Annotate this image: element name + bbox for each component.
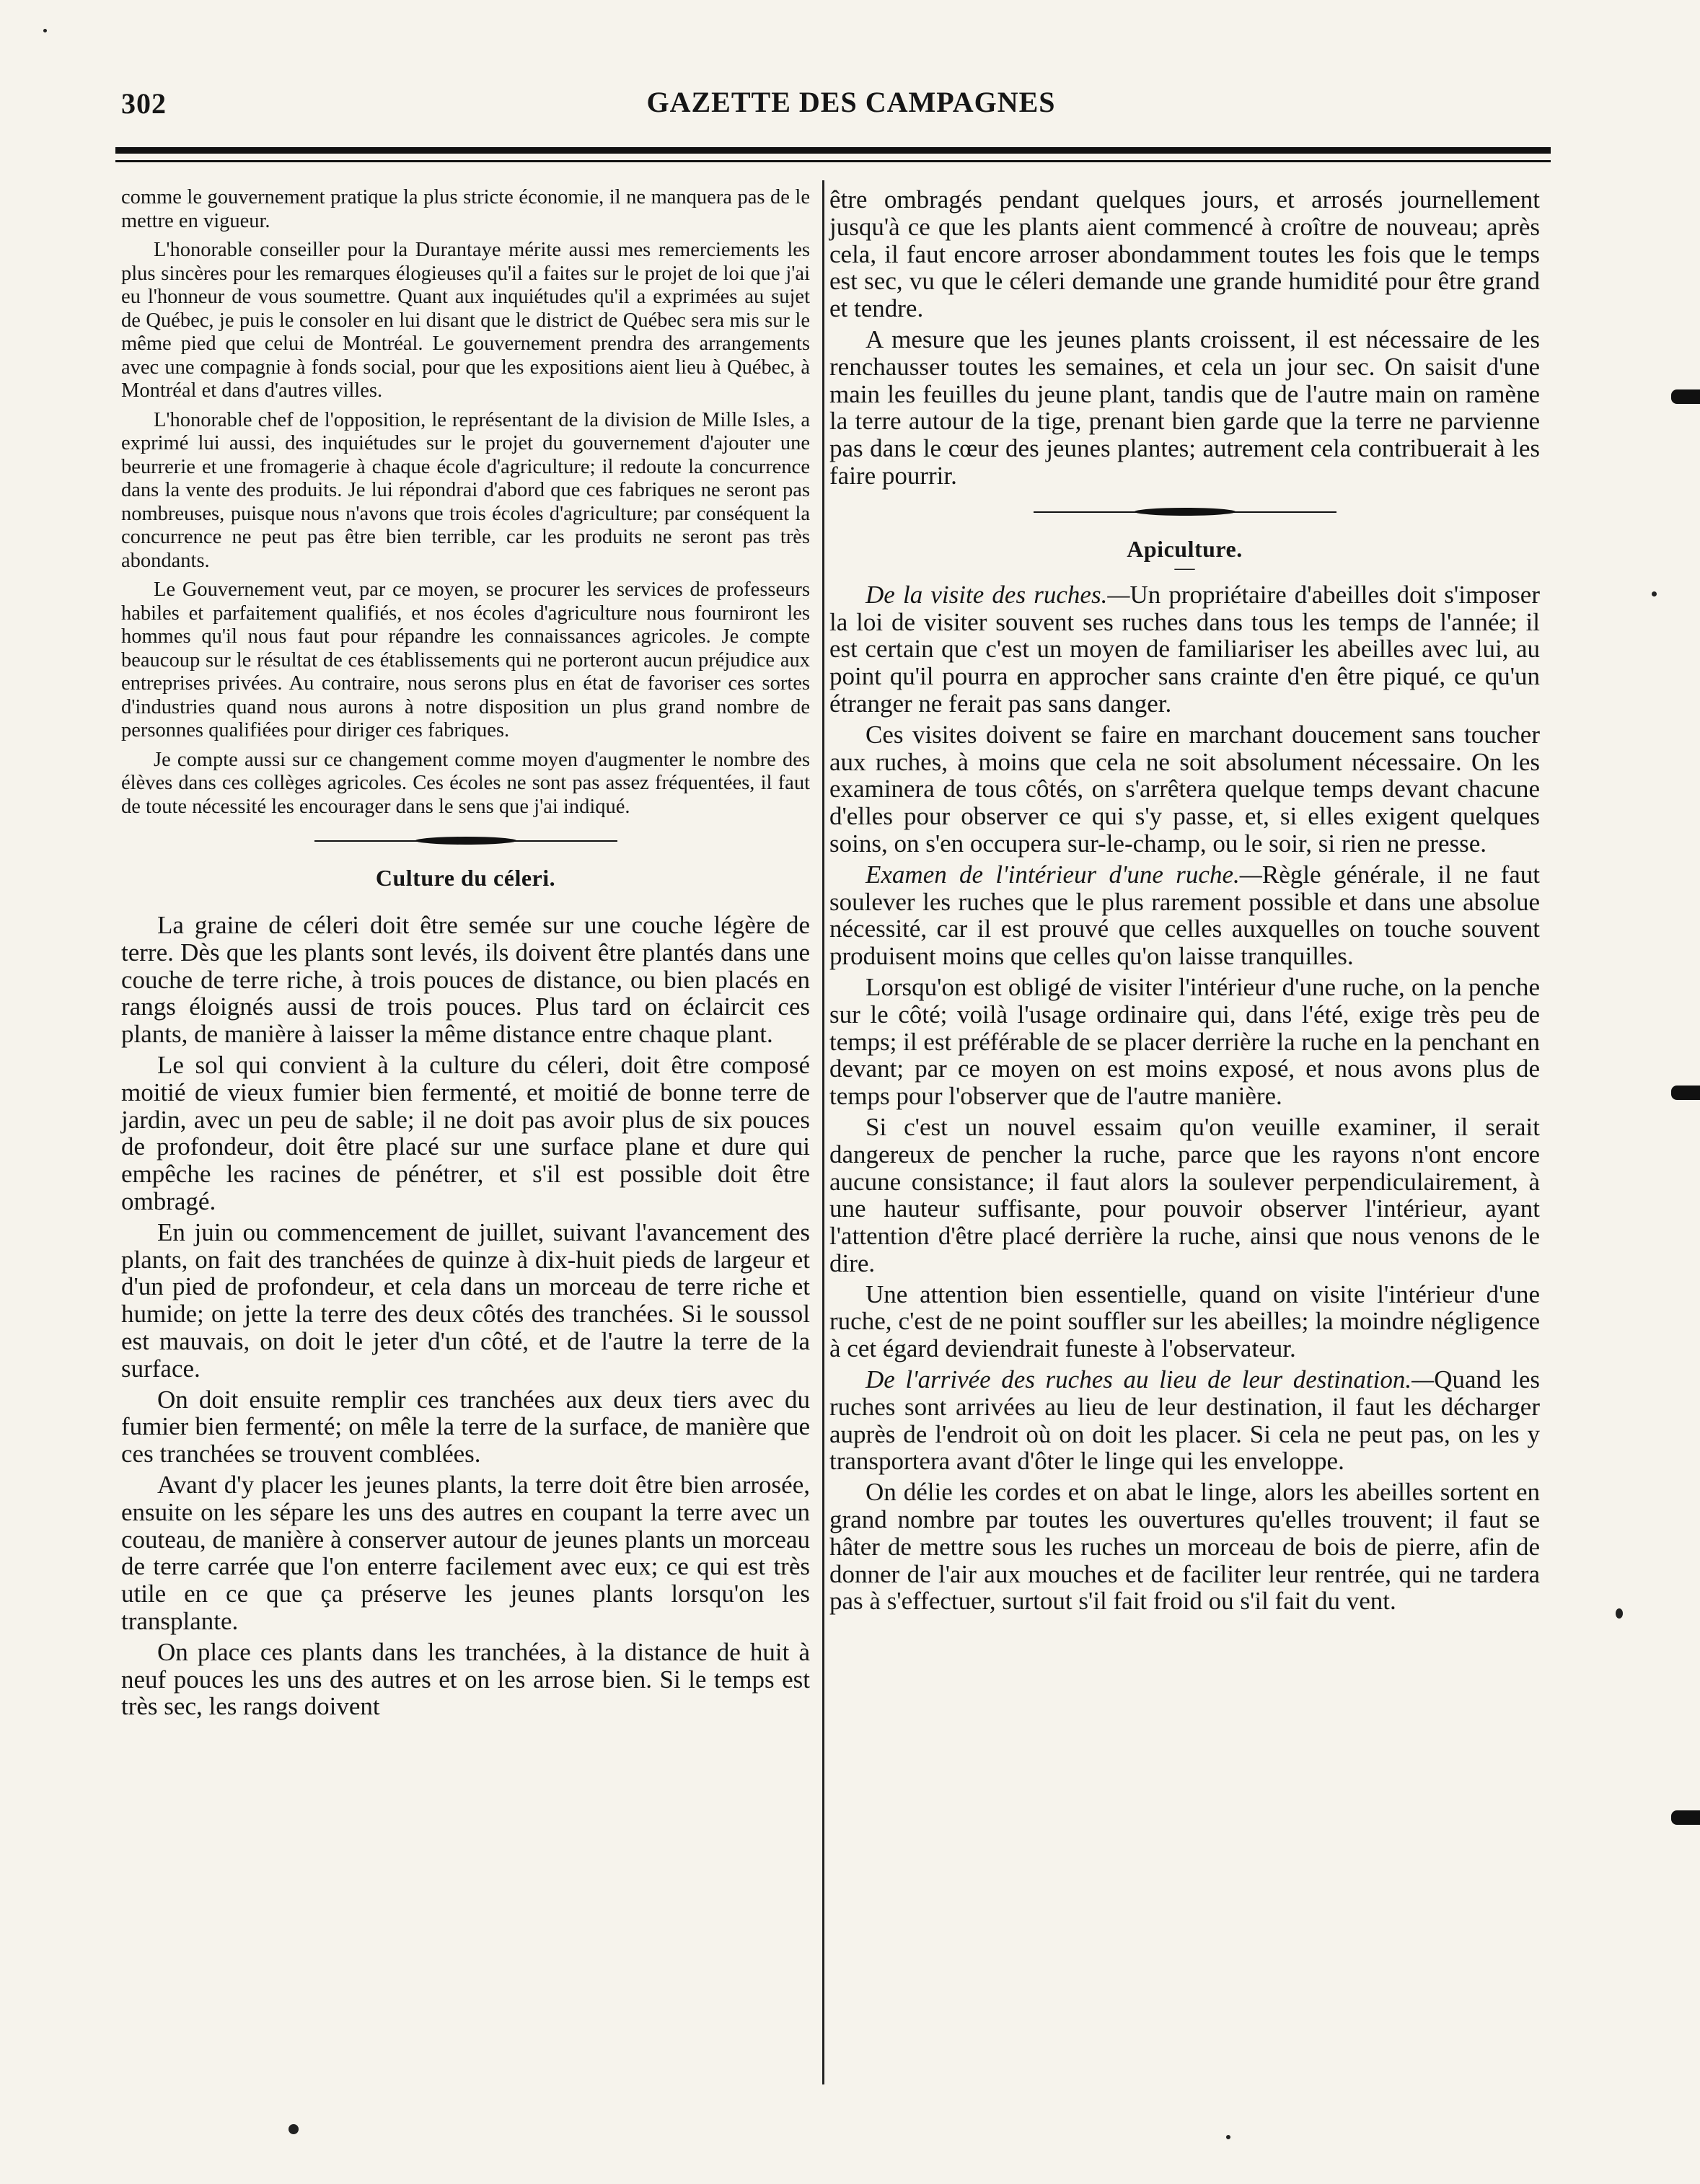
paragraph: A mesure que les jeunes plants croissent, il est nécessaire de les renchausser toutes les semaines, et cela un jour sec. On saisit d'une main les feuilles du jeune plant, tandis que de l'autre main on ramène la terre autour de la tige, prenant bien garde que la terre ne parvienne pas dans le cœur des jeunes plantes; autrement cela contribuerait à les faire pourrir. bbox=[829, 325, 1540, 490]
paragraph: Le sol qui convient à la culture du céleri, doit être composé moitié de vieux fumier bien fermenté, et moitié de bonne terre de jardin, avec un peu de sable; il ne doit pas avoir plus de six pouces de profondeur, doit être placé sur une surface plane et dure qui empêche les racines de pénétrer, et s'il est possible doit être ombragé. bbox=[121, 1050, 810, 1215]
subheading: De la visite des ruches.— bbox=[866, 580, 1130, 609]
page-number: 302 bbox=[121, 87, 167, 120]
section-title-celeri: Culture du céleri. bbox=[375, 865, 556, 891]
paragraph: être ombragés pendant quelques jours, et arrosés journellement jusqu'à ce que les plants aient commencé à croître de nouveau; après cela, il faut encore arroser abondamment toutes les fois que le temps est sec, vu que le céleri demande une grande humidité pour être grand et tendre. bbox=[829, 185, 1540, 323]
paragraph: L'honorable conseiller pour la Durantaye mérite aussi mes remerciements les plus sincères pour les remarques élogieuses qu'il a faites sur le projet de loi que j'ai eu l'honneur de vous soumettre. Quant aux inquiétudes qu'il a exprimées au sujet de Québec, je puis le consoler en lui disant que le district de Québec sera mis sur le même pied que celui de Montréal. Le gouvernement prendra des arrangements avec une compagnie à fonds social, pour que les expositions aient lieu à Québec, à Montréal et dans d'autres villes. bbox=[121, 239, 810, 402]
right-column bbox=[829, 186, 1540, 1619]
speech-continuation bbox=[121, 186, 810, 819]
scan-edge-mark bbox=[1671, 1086, 1700, 1100]
section-dash: — bbox=[1174, 556, 1195, 579]
scan-edge-mark bbox=[1671, 389, 1700, 404]
left-column bbox=[121, 186, 810, 1724]
article-celeri-continued bbox=[829, 186, 1540, 490]
paragraph: Le Gouvernement veut, par ce moyen, se procurer les services de professeurs habiles et parfaitement qualifiés, et nos écoles d'agriculture nous fourniront les hommes qu'il nous faut pour répandre les connaissances agricoles. Je compte beaucoup sur le résultat de ces établissements qui ne porteront aucun préjudice aux entreprises privées. Au contraire, nous serons plus en état de favoriser ces sortes d'industries quand nous aurons à notre disposition un plus grand nombre de personnes qualifiées pour diriger ces fabriques. bbox=[121, 578, 810, 741]
paragraph: En juin ou commencement de juillet, suivant l'avancement des plants, on fait des tranchées de quinze à dix-huit pieds de largeur et d'un pied de profondeur, et cela dans un morceau de terre riche et humide; on jette la terre des deux côtés des tranchées. Si le soussol est mauvais, on doit le jeter d'un côté, et de l'autre la terre de la surface. bbox=[121, 1218, 810, 1383]
scan-speck bbox=[1226, 2135, 1230, 2139]
section-title-apiculture: Apiculture. bbox=[1127, 535, 1243, 562]
column-divider bbox=[822, 180, 824, 2084]
paragraph: On délie les cordes et on abat le linge, alors les abeilles sortent en grand nombre par toutes les ouvertures qu'elles trouvent; il faut se hâter de mettre sous les ruches un morceau de bois de pierre, afin de donner de l'air aux mouches et de faciliter leur rentrée, qui ne tardera pas à s'effectuer, surtout s'il fait froid ou s'il fait du vent. bbox=[829, 1478, 1540, 1616]
paragraph: Je compte aussi sur ce changement comme moyen d'augmenter le nombre des élèves dans ces collèges agricoles. Ces écoles ne sont pas assez fréquentées, il faut de toute nécessité les encourager dans le sens que j'ai indiqué. bbox=[121, 748, 810, 818]
section-separator bbox=[314, 833, 617, 849]
section-separator bbox=[1034, 504, 1336, 520]
paragraph: De l'arrivée des ruches au lieu de leur destination.—Quand les ruches sont arrivées au lieu de leur destination, il faut les décharger auprès de l'endroit où on doit les placer. Si cela ne peut pas, on les y transportera avant d'ôter le linge qui les enveloppe. bbox=[829, 1365, 1540, 1476]
paragraph: Si c'est un nouvel essaim qu'on veuille examiner, il serait dangereux de pencher la ruche, parce que les rayons n'ont encore aucune consistance; il faut alors la soulever perpendiculairement, à une hauteur suffisante, pour pouvoir observer l'intérieur, ayant l'attention d'être placé derrière la ruche, ainsi que nous venons de le dire. bbox=[829, 1112, 1540, 1277]
paragraph: On place ces plants dans les tranchées, à la distance de huit à neuf pouces les uns des autres et on les arrose bien. Si le temps est très sec, les rangs doivent bbox=[121, 1637, 810, 1721]
paragraph: De la visite des ruches.—Un propriétaire d'abeilles doit s'imposer la loi de visiter souvent ses ruches dans tous les temps de l'année; il est certain que c'est un moyen de familiariser les abeilles avec lui, au point qu'il pourra en approcher sans crainte d'en être piqué, ce qu'un étranger ne ferait pas sans danger. bbox=[829, 580, 1540, 718]
paragraph: comme le gouvernement pratique la plus stricte économie, il ne manquera pas de le mettre en vigueur. bbox=[121, 186, 810, 232]
paragraph: Examen de l'intérieur d'une ruche.—Règle générale, il ne faut soulever les ruches que le plus rarement possible et dans une absolue nécessité, car il est prouvé que celles auxquelles on touche souvent produisent moins que celles qu'on laisse tranquilles. bbox=[829, 860, 1540, 971]
scan-speck bbox=[289, 2124, 299, 2134]
header-rule-thick bbox=[115, 147, 1551, 154]
subheading: De l'arrivée des ruches au lieu de leur destination.— bbox=[866, 1365, 1435, 1394]
article-apiculture bbox=[829, 581, 1540, 1615]
paragraph: L'honorable chef de l'opposition, le représentant de la division de Mille Isles, a exprimé lui aussi, des inquiétudes sur le projet du gouvernement d'ajouter une beurrerie et une fromagerie à chaque école d'agriculture; il redoute la concurrence dans la vente des produits. Je lui répondrai d'abord que ces fabriques ne seront pas nombreuses, puisque nous n'avons que trois écoles d'agriculture; par conséquent la concurrence ne peut pas être bien terrible, car les produits ne seront pas très abondants. bbox=[121, 408, 810, 572]
scan-speck bbox=[1616, 1608, 1623, 1619]
subheading: Examen de l'intérieur d'une ruche.— bbox=[866, 860, 1262, 889]
article-celeri bbox=[121, 912, 810, 1720]
paragraph: On doit ensuite remplir ces tranchées aux deux tiers avec du fumier bien fermenté; on mêle la terre de la surface, de manière que ces tranchées se trouvent comblées. bbox=[121, 1385, 810, 1469]
paragraph: Ces visites doivent se faire en marchant doucement sans toucher aux ruches, à moins que cela ne soit absolument nécessaire. On les examinera de tous côtés, on s'arrêtera quelque temps devant chacune d'elles pour observer ce qui s'y passe, et, si elles exigent quelques soins, on s'en occupera sur-le-champ, ou le soir, si rien ne presse. bbox=[829, 720, 1540, 858]
publication-title: GAZETTE DES CAMPAGNES bbox=[646, 86, 1056, 118]
paragraph: Lorsqu'on est obligé de visiter l'intérieur d'une ruche, on la penche sur le côté; voilà l'usage ordinaire qui, dans l'été, exige très peu de temps; il est préférable de se placer derrière la ruche en la penchant en devant; par ce moyen on est moins exposé, et nous avons plus de temps pour l'observer que de l'autre manière. bbox=[829, 972, 1540, 1111]
scan-speck bbox=[43, 29, 47, 32]
paragraph: Une attention bien essentielle, quand on visite l'intérieur d'une ruche, c'est de ne point souffler sur les abeilles; la moindre négligence à cet égard deviendrait funeste à l'observateur. bbox=[829, 1280, 1540, 1363]
paragraph: Avant d'y placer les jeunes plants, la terre doit être bien arrosée, ensuite on les sépare les uns des autres en coupant la terre avec un couteau, de manière à conserver autour de jeunes plants un morceau de terre carrée que l'on enterre facilement avec eux; ce qui est très utile en ce que ça préserve les jeunes plants lorsqu'on les transplante. bbox=[121, 1470, 810, 1635]
scan-speck bbox=[1652, 591, 1657, 596]
paragraph: La graine de céleri doit être semée sur une couche légère de terre. Dès que les plants sont levés, ils doivent être plantés dans une couche de terre riche, à trois pouces de distance, ou bien placés en rangs éloignés aussi de trois pouces. Plus tard on éclaircit ces plants, de manière à laisser la même distance entre chaque plant. bbox=[121, 911, 810, 1049]
scan-edge-mark bbox=[1671, 1810, 1700, 1825]
header-rule-thin bbox=[115, 160, 1551, 162]
